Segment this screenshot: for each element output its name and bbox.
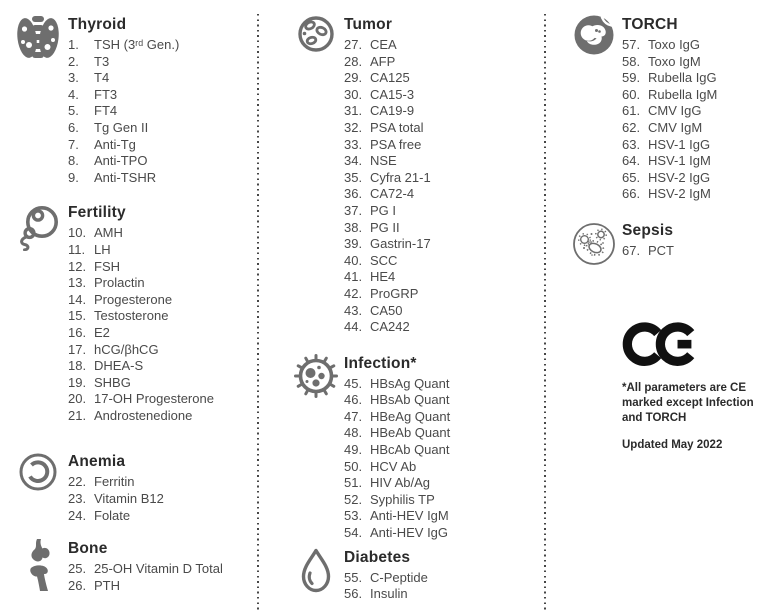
parameter-item (622, 186, 758, 203)
virus-icon (288, 354, 344, 398)
item-number: 28. (344, 53, 363, 69)
parameter-item (622, 243, 758, 260)
item-label: Rubella IgG (648, 70, 717, 86)
item-label: hCG/βhCG (94, 341, 159, 357)
thyroid-parameter-list (68, 37, 254, 186)
parameter-item (344, 286, 538, 303)
item-label: FT4 (94, 103, 118, 119)
item-label: T3 (94, 53, 110, 69)
parameter-item (68, 37, 254, 54)
parameter-item (622, 153, 758, 170)
parameter-item (344, 459, 538, 476)
item-label: PG I (370, 202, 397, 218)
item-number: 21. (68, 407, 87, 423)
section-fertility (8, 203, 254, 424)
fertility-parameter-list (68, 225, 254, 424)
item-number: 64. (622, 153, 641, 169)
item-number: 6. (68, 119, 79, 135)
parameter-item (344, 492, 538, 509)
item-label: HBsAg Quant (370, 375, 450, 391)
item-label: CMV IgG (648, 103, 702, 119)
item-number: 29. (344, 70, 363, 86)
parameter-item (622, 103, 758, 120)
item-number: 42. (344, 285, 363, 301)
item-number: 17. (68, 341, 87, 357)
parameter-item (344, 203, 538, 220)
item-label: Ferritin (94, 474, 135, 490)
parameter-item (344, 120, 538, 137)
parameter-item (622, 54, 758, 71)
item-label: CA15-3 (370, 86, 415, 102)
item-number: 22. (68, 474, 87, 490)
item-number: 5. (68, 103, 79, 119)
parameter-item (68, 170, 254, 187)
column-3 (566, 15, 758, 462)
item-label: TSH (3ʳᵈ Gen.) (94, 37, 180, 52)
infection-parameter-list (344, 376, 538, 542)
parameter-item (68, 578, 254, 595)
item-label: Cyfra 21-1 (370, 169, 431, 185)
column-2 (288, 15, 538, 603)
parameter-item (622, 87, 758, 104)
item-label: Prolactin (94, 275, 145, 291)
parameter-item (344, 319, 538, 336)
column-divider-2 (544, 14, 546, 611)
item-number: 55. (344, 569, 363, 585)
item-number: 16. (68, 324, 87, 340)
item-number: 48. (344, 425, 363, 441)
item-label: SCC (370, 252, 398, 268)
parameter-item (68, 153, 254, 170)
item-label: HBcAb Quant (370, 442, 450, 458)
item-label: SHBG (94, 374, 131, 390)
item-label: HBeAg Quant (370, 408, 451, 424)
item-label: T4 (94, 70, 110, 86)
item-number: 14. (68, 291, 87, 307)
parameter-item (622, 120, 758, 137)
item-number: 57. (622, 37, 641, 52)
egg-and-sperm-icon (8, 203, 68, 251)
parameter-item (622, 37, 758, 54)
section-thyroid (8, 15, 254, 186)
parameter-item (344, 409, 538, 426)
item-label: HSV-2 IgG (648, 169, 711, 185)
bacteria-dish-icon (566, 221, 622, 267)
updated-date-text: Updated May 2022 (622, 438, 723, 451)
item-number: 31. (344, 103, 363, 119)
item-number: 61. (622, 103, 641, 119)
item-label: Toxo IgM (648, 53, 701, 69)
parameter-item (344, 269, 538, 286)
parameter-item (344, 103, 538, 120)
item-label: Toxo IgG (648, 37, 701, 52)
parameter-item (68, 508, 254, 525)
parameter-item (68, 391, 254, 408)
item-number: 10. (68, 225, 87, 241)
parameter-item (344, 70, 538, 87)
item-label: Gastrin-17 (370, 236, 431, 252)
item-label: CA242 (370, 319, 410, 335)
item-label: HCV Ab (370, 458, 417, 474)
item-number: 63. (622, 136, 641, 152)
red-blood-cell-icon (8, 452, 68, 492)
parameter-item (622, 70, 758, 87)
bone-parameter-list (68, 561, 254, 594)
item-label: Anti-HEV IgM (370, 508, 449, 524)
section-sepsis (566, 221, 758, 267)
item-number: 60. (622, 86, 641, 102)
anemia-parameter-list (68, 474, 254, 524)
parameter-item (68, 120, 254, 137)
section-title-diabetes: Diabetes (344, 548, 411, 566)
item-label: CA50 (370, 302, 403, 318)
item-label: PCT (648, 242, 674, 258)
item-label: Tg Gen II (94, 119, 149, 135)
item-label: CA72-4 (370, 186, 415, 202)
item-label: Vitamin B12 (94, 491, 164, 507)
bone-joint-icon (8, 539, 68, 591)
item-number: 26. (68, 577, 87, 593)
item-label: C-Peptide (370, 569, 428, 585)
item-number: 27. (344, 37, 363, 52)
item-label: 25-OH Vitamin D Total (94, 561, 223, 577)
parameter-item (344, 170, 538, 187)
item-number: 24. (68, 507, 87, 523)
item-label: PSA total (370, 119, 424, 135)
parameter-item (68, 474, 254, 491)
parameter-item (68, 259, 254, 276)
item-number: 36. (344, 186, 363, 202)
parameter-item (68, 87, 254, 104)
item-number: 41. (344, 269, 363, 285)
section-tumor (288, 15, 538, 336)
section-title-tumor: Tumor (344, 16, 393, 33)
item-number: 49. (344, 442, 363, 458)
parameter-item (68, 325, 254, 342)
item-label: AMH (94, 225, 123, 241)
column-1 (8, 15, 254, 594)
parameter-item (68, 103, 254, 120)
parameter-item (68, 225, 254, 242)
section-title-sepsis: Sepsis (622, 221, 674, 239)
parameter-item (68, 308, 254, 325)
parameter-item (68, 408, 254, 425)
item-label: Anti-TPO (94, 153, 148, 169)
item-label: NSE (370, 153, 397, 169)
item-label: AFP (370, 53, 396, 69)
item-number: 43. (344, 302, 363, 318)
sepsis-parameter-list (622, 243, 758, 260)
section-title-torch: TORCH (622, 16, 678, 33)
parameter-item (344, 586, 538, 603)
item-label: PTH (94, 577, 120, 593)
item-label: CA125 (370, 70, 410, 86)
section-title-fertility: Fertility (68, 204, 126, 222)
parameter-item (68, 342, 254, 359)
item-number: 54. (344, 525, 363, 541)
parameter-item (344, 508, 538, 525)
item-number: 9. (68, 169, 79, 185)
item-number: 59. (622, 70, 641, 86)
parameter-item (68, 561, 254, 578)
parameter-item (68, 54, 254, 71)
item-label: Androstenedione (94, 407, 193, 423)
section-anemia (8, 452, 254, 524)
item-number: 4. (68, 86, 79, 102)
parameter-item (622, 137, 758, 154)
item-number: 51. (344, 475, 363, 491)
item-label: DHEA-S (94, 358, 144, 374)
item-number: 18. (68, 358, 87, 374)
item-number: 58. (622, 53, 641, 69)
item-number: 20. (68, 391, 87, 407)
item-number: 35. (344, 169, 363, 185)
parameter-item (68, 70, 254, 87)
parameter-item (344, 253, 538, 270)
diabetes-parameter-list (344, 570, 538, 603)
item-label: E2 (94, 324, 110, 340)
item-number: 15. (68, 308, 87, 324)
parameter-item (68, 275, 254, 292)
item-label: HBsAb Quant (370, 392, 450, 408)
item-number: 34. (344, 153, 363, 169)
item-number: 53. (344, 508, 363, 524)
item-number: 13. (68, 275, 87, 291)
parameter-item (344, 376, 538, 393)
parameter-item (344, 392, 538, 409)
item-label: Folate (94, 507, 131, 523)
ce-mark-logo (622, 319, 761, 368)
item-number: 50. (344, 458, 363, 474)
item-number: 25. (68, 561, 87, 577)
section-infection (288, 354, 538, 542)
item-label: ProGRP (370, 285, 419, 301)
parameter-item (622, 170, 758, 187)
item-label: CEA (370, 37, 397, 52)
item-label: PSA free (370, 136, 422, 152)
section-title-infection: Infection* (344, 354, 417, 372)
section-title-thyroid: Thyroid (68, 16, 127, 33)
item-label: FT3 (94, 86, 118, 102)
parameter-item (68, 137, 254, 154)
parameter-item (344, 54, 538, 71)
item-number: 12. (68, 258, 87, 274)
item-number: 8. (68, 153, 79, 169)
parameter-item (68, 375, 254, 392)
item-number: 46. (344, 392, 363, 408)
parameter-item (344, 186, 538, 203)
section-title-anemia: Anemia (68, 453, 126, 471)
item-label: Insulin (370, 586, 408, 602)
ce-footnote-text: *All parameters are CE marked except Infection and TORCH (622, 381, 754, 424)
item-label: 17-OH Progesterone (94, 391, 214, 407)
item-number: 23. (68, 491, 87, 507)
item-label: Anti-TSHR (94, 169, 157, 185)
item-label: Rubella IgM (648, 86, 718, 102)
item-number: 56. (344, 586, 363, 602)
item-label: HBeAb Quant (370, 425, 451, 441)
item-label: FSH (94, 258, 120, 274)
item-label: Anti-Tg (94, 136, 136, 152)
parameter-item (344, 220, 538, 237)
item-number: 65. (622, 169, 641, 185)
item-number: 40. (344, 252, 363, 268)
item-label: HSV-1 IgM (648, 153, 711, 169)
item-number: 30. (344, 86, 363, 102)
parameter-item (68, 242, 254, 259)
parameter-item (344, 525, 538, 542)
item-label: HSV-1 IgG (648, 136, 711, 152)
item-number: 38. (344, 219, 363, 235)
item-label: Syphilis TP (370, 491, 435, 507)
parameter-item (344, 425, 538, 442)
item-label: CMV IgM (648, 119, 703, 135)
item-number: 47. (344, 408, 363, 424)
torch-parameter-list (622, 37, 758, 203)
item-number: 33. (344, 136, 363, 152)
column-divider-1 (257, 14, 259, 611)
item-number: 62. (622, 119, 641, 135)
parameter-item (344, 475, 538, 492)
parameter-item (68, 292, 254, 309)
parameter-item (344, 137, 538, 154)
item-number: 19. (68, 374, 87, 390)
tumor-parameter-list (344, 37, 538, 336)
parameter-item (68, 358, 254, 375)
item-number: 2. (68, 53, 79, 69)
item-label: HSV-2 IgM (648, 186, 711, 202)
blood-drop-icon (288, 548, 344, 594)
tumor-cells-icon (288, 15, 344, 53)
item-label: Testosterone (94, 308, 169, 324)
parameter-item (68, 491, 254, 508)
parameter-item (344, 153, 538, 170)
footnote-block (622, 319, 761, 451)
item-number: 32. (344, 119, 363, 135)
item-number: 66. (622, 186, 641, 202)
item-number: 67. (622, 242, 641, 258)
fetus-icon (566, 15, 622, 55)
item-label: LH (94, 241, 111, 257)
parameter-item (344, 37, 538, 54)
parameter-item (344, 442, 538, 459)
item-number: 37. (344, 202, 363, 218)
parameter-item (344, 236, 538, 253)
item-number: 11. (68, 241, 86, 257)
item-label: CA19-9 (370, 103, 415, 119)
parameter-item (344, 87, 538, 104)
section-torch (566, 15, 758, 203)
section-title-bone: Bone (68, 540, 108, 558)
parameter-item (344, 570, 538, 587)
item-label: Anti-HEV IgG (370, 525, 449, 541)
item-label: PG II (370, 219, 400, 235)
item-number: 44. (344, 319, 363, 335)
item-label: HE4 (370, 269, 396, 285)
item-label: HIV Ab/Ag (370, 475, 430, 491)
item-number: 39. (344, 236, 363, 252)
thyroid-gland-icon (8, 15, 68, 61)
section-bone (8, 539, 254, 594)
section-diabetes (288, 548, 538, 603)
item-number: 3. (68, 70, 79, 86)
item-number: 52. (344, 491, 363, 507)
item-label: Progesterone (94, 291, 173, 307)
item-number: 1. (68, 37, 79, 52)
item-number: 45. (344, 375, 363, 391)
item-number: 7. (68, 136, 79, 152)
parameter-item (344, 303, 538, 320)
